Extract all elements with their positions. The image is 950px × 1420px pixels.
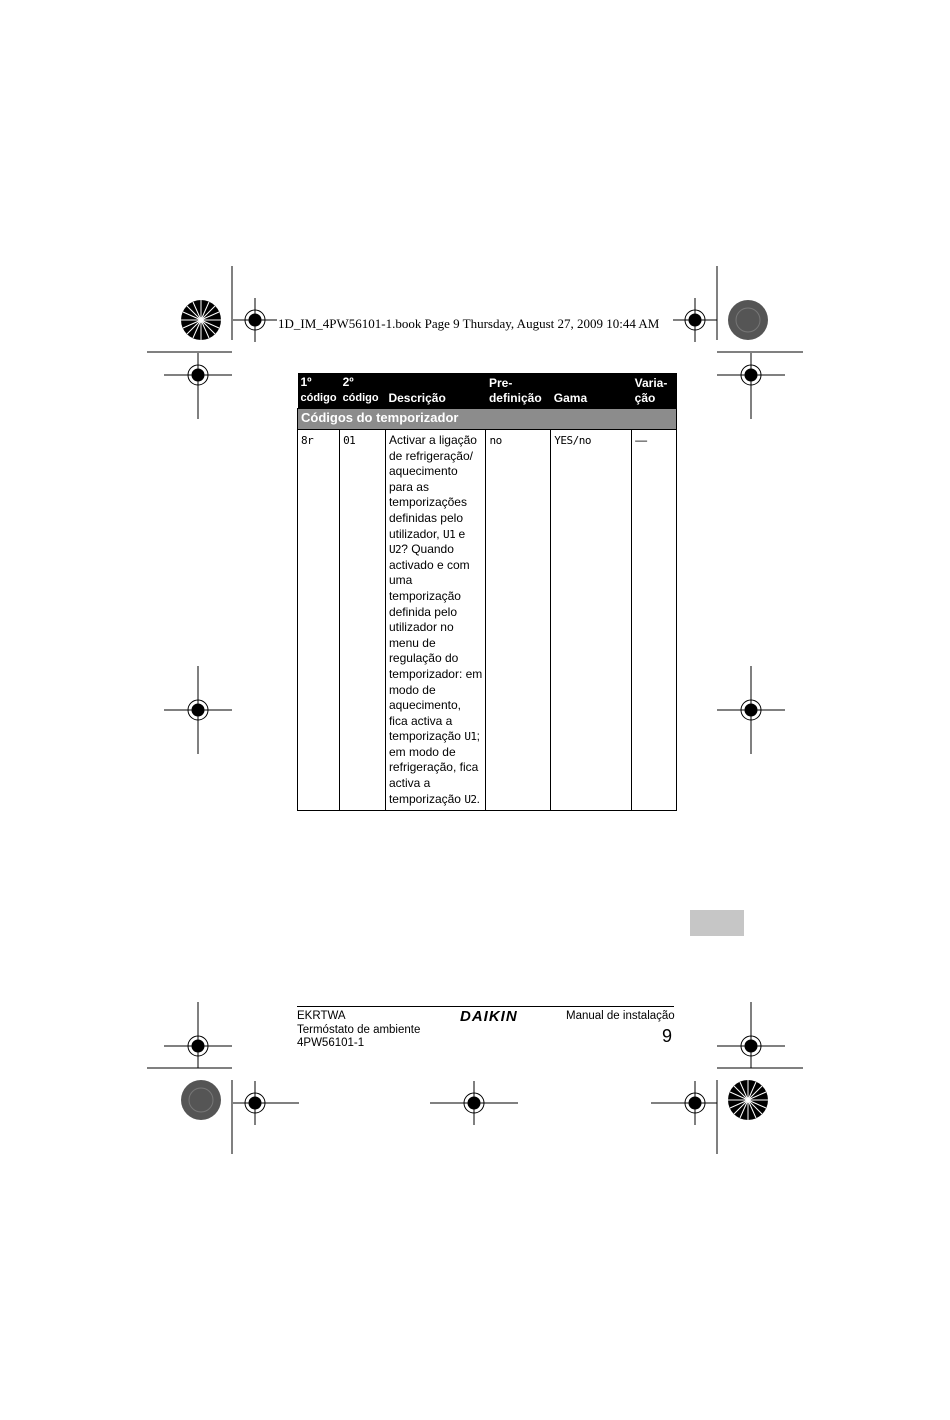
col-variation: Varia- ção [632, 373, 677, 409]
description-cell: Activar a ligação de refrigeração/ aquecimento para as temporizações definidas pelo utilizador, U1 e U2? Quando activado e com uma temporização definida pelo utilizador no menu de regulação do temporizador: em modo de aquecimento, fica activa a temporização U1; em modo de refrigeração, fica activa a temporização U2. [385, 430, 486, 811]
table-header-row [298, 373, 677, 409]
col-range: Gama [551, 373, 632, 409]
footer-left [297, 1010, 420, 1051]
col-first-code: 1º código [298, 373, 340, 409]
col-second-code: 2º código [340, 373, 386, 409]
col-description: Descrição [385, 373, 486, 409]
default-cell: no [486, 430, 551, 811]
variation-cell: — [632, 430, 677, 811]
footer-manual: Manual de instalação [566, 1010, 675, 1022]
daikin-logo: DAIKIN [460, 1008, 518, 1025]
range-cell: YES/no [551, 430, 632, 811]
col-default: Pre- definição [486, 373, 551, 409]
section-title: Códigos do temporizador [298, 409, 677, 430]
footer-rule [297, 1006, 674, 1007]
first-code-cell: 8r [298, 430, 340, 811]
chapter-tab [690, 910, 744, 936]
second-code-cell: 01 [340, 430, 386, 811]
footer-product: Termóstato de ambiente [297, 1023, 421, 1036]
footer-model: EKRTWA [297, 1010, 346, 1022]
print-header: 1D_IM_4PW56101-1.book Page 9 Thursday, August 27, 2009 10:44 AM [278, 316, 660, 331]
table-row [298, 430, 677, 811]
footer-doc-code: 4PW56101-1 [297, 1037, 365, 1049]
page-number: 9 [662, 1026, 673, 1046]
timer-codes-table [297, 373, 677, 811]
